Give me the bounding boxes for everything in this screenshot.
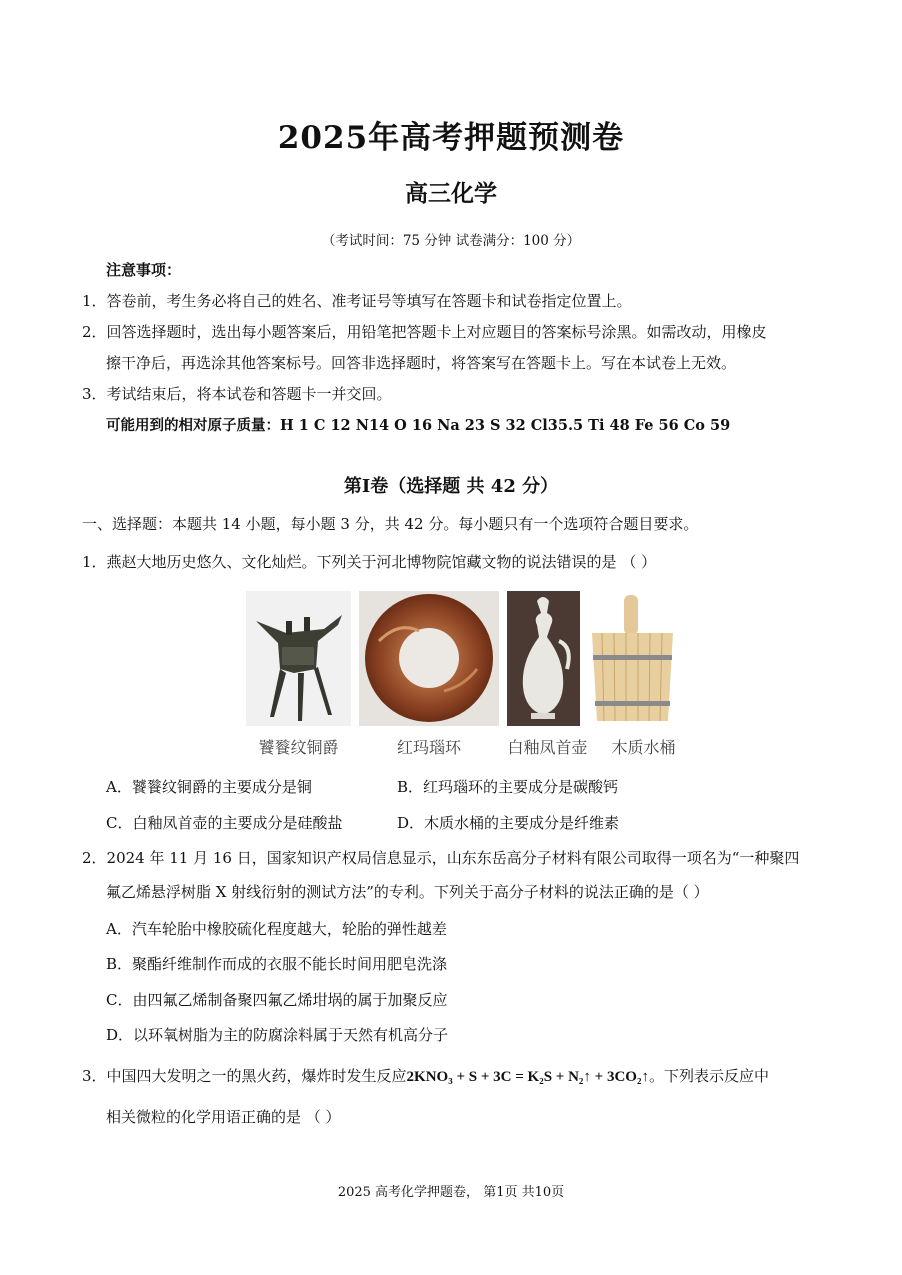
caption-agate-ring: 红玛瑙环 [396,738,461,757]
q2-option-d: D．以环氧树脂为主的防腐涂料属于天然有机高分子 [106,1026,449,1044]
q1-option-d: D．木质水桶的主要成分是纤维素 [397,814,620,832]
notice-heading: 注意事项： [106,261,182,279]
q3-stem-pre: 3．中国四大发明之一的黑火药，爆炸时发生反应 [82,1067,407,1085]
wooden-bucket-image [586,591,679,726]
q3-stem-post: 。下列表示反应中 [648,1067,769,1085]
caption-ewer: 白釉凤首壶 [507,738,588,757]
q2-option-a: A．汽车轮胎中橡胶硫化程度越大，轮胎的弹性越差 [106,920,447,938]
q1-option-a: A．饕餮纹铜爵的主要成分是铜 [106,778,312,796]
notice-item-2: 2．回答选择题时，选出每小题答案后，用铅笔把答题卡上对应题目的答案标号涂黑。如需改动，用橡皮 [82,323,767,341]
caption-bucket: 木质水桶 [611,738,676,757]
q1-option-c: C．白釉凤首壶的主要成分是硅酸盐 [106,814,343,832]
q2-stem-line2: 氟乙烯悬浮树脂 X 射线衍射的测试方法”的专利。下列关于高分子材料的说法正确的是（ ） [106,883,709,901]
atomic-masses: 可能用到的相对原子质量：H 1 C 12 N14 O 16 Na 23 S 32 Cl35.5 Ti 48 Fe 56 Co 59 [106,417,731,434]
q2-option-c: C．由四氟乙烯制备聚四氟乙烯坩埚的属于加聚反应 [106,991,448,1009]
q3-stem-line1 [82,1065,769,1086]
q1-option-b: B．红玛瑙环的主要成分是碳酸钙 [397,778,619,796]
q2-option-b: B．聚酯纤维制作而成的衣服不能长时间用肥皂洗涤 [106,955,448,973]
caption-bronze-jue: 饕餮纹铜爵 [258,738,339,757]
notice-item-2-cont: 擦干净后，再选涂其他答案标号。回答非选择题时，将答案写在答题卡上。写在本试卷上无效。 [106,354,737,372]
agate-ring-image [359,591,499,726]
page-footer: 2025 高考化学押题卷， 第1页 共10页 [337,1185,565,1200]
chemical-equation: 2KNO₃ + S + 3C = K₂S + N₂↑ + 3CO₂↑ [406,1069,649,1085]
section-title: 第Ⅰ卷（选择题 共 42 分） [343,476,559,497]
notice-item-3: 3．考试结束后，将本试卷和答题卡一并交回。 [82,385,392,403]
q2-stem-line1: 2．2024 年 11 月 16 日，国家知识产权局信息显示，山东东岳高分子材料有限公司取得一项名为“一种聚四 [82,849,800,867]
bronze-jue-image [246,591,351,726]
notice-item-1: 1．答卷前，考生务必将自己的姓名、准考证号等填写在答题卡和试卷指定位置上。 [82,292,632,310]
exam-time-info: （考试时间：75 分钟 试卷满分：100 分） [321,233,581,249]
page-subtitle: 高三化学 [405,180,497,207]
section-instruction: 一、选择题：本题共 14 小题，每小题 3 分，共 42 分。每小题只有一个选项符合题目要求。 [82,515,699,533]
q3-stem-line2: 相关微粒的化学用语正确的是 （ ） [106,1108,341,1126]
white-glazed-ewer-image [507,591,580,726]
page-title: 2025年高考押题预测卷 [277,120,625,156]
q1-stem: 1．燕赵大地历史悠久、文化灿烂。下列关于河北博物院馆藏文物的说法错误的是 （ ） [82,553,657,571]
